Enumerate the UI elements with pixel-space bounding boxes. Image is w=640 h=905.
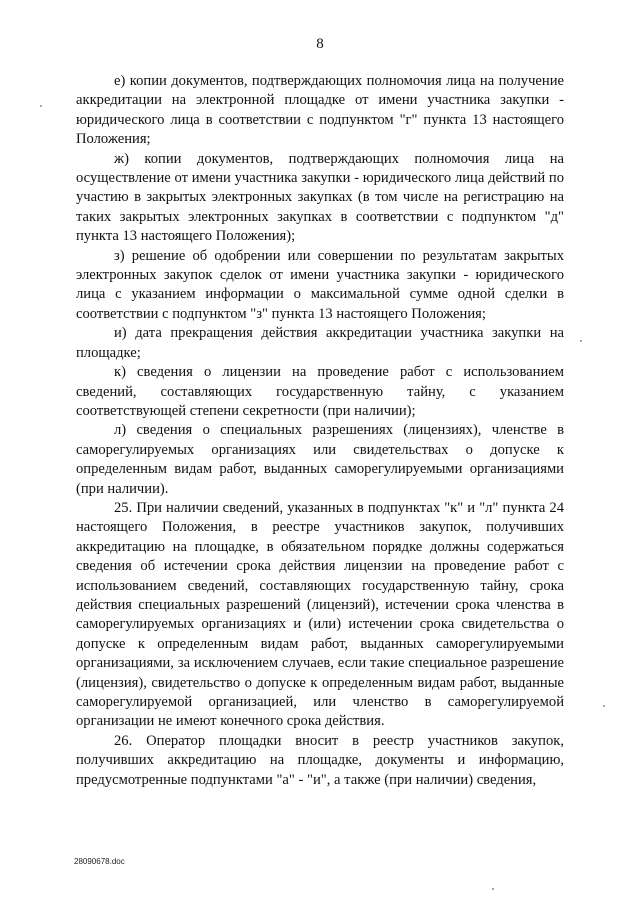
paragraph-i: и) дата прекращения действия аккредитации участника закупки на площадке; <box>76 325 564 361</box>
footer-filename: 28090678.doc <box>74 857 125 866</box>
paragraph-25: 25. При наличии сведений, указанных в подпунктах "к" и "л" пункта 24 настоящего Положения, в реестре участников закупок, получивших аккредитацию на площадке, в обязательном порядке должны содержаться сведения об истечении срока действия лицензии на проведение работ с использованием сведений, составляющих государственную тайну, срока действия специальных разрешений (лицензий), истечении срока членства в саморегулируемых организациях и (или) истечении срока свидетельства о допуске к определенным видам работ, выданных саморегулируемыми организациями, за исключением случаев, если такие специальное разрешение (лицензия), свидетельство о допуске к определенным видам работ, выданные саморегулируемой организацией, или членство в саморегулируемой организации не имеют конечного срока действия. <box>76 499 564 730</box>
paragraph-zh: ж) копии документов, подтверждающих полномочия лица на осуществление от имени участника закупки - юридического лица действий по участию в закрытых электронных закупках (в том числе на регистрацию на таких закрытых электронных закупках в соответствии с подпунктом "д" пункта 13 настоящего Положения); <box>76 150 564 245</box>
paragraph-l: л) сведения о специальных разрешениях (лицензиях), членстве в саморегулируемых организациях или свидетельствах о допуске к определенным видам работ, выданных саморегулируемыми организациями (при наличии). <box>76 422 564 497</box>
scan-speck <box>492 888 494 890</box>
page-number: 8 <box>316 36 324 52</box>
paragraph-k: к) сведения о лицензии на проведение работ с использованием сведений, составляющих государственную тайну, с указанием соответствующей степени секретности (при наличии); <box>76 364 564 419</box>
scan-speck <box>603 705 605 707</box>
paragraph-26: 26. Оператор площадки вносит в реестр участников закупок, получивших аккредитацию на площадке, документы и информацию, предусмотренные подпунктами "а" - "и", а также (при наличии) сведения, <box>76 732 564 788</box>
scan-speck <box>40 105 42 107</box>
paragraph-e: е) копии документов, подтверждающих полномочия лица на получение аккредитации на электронной площадке от имени участника закупки - юридического лица в соответствии с подпунктом "г" пункта 13 настоящего Положения; <box>76 73 564 148</box>
document-body <box>76 72 564 790</box>
scan-speck <box>580 340 582 342</box>
paragraph-z: з) решение об одобрении или совершении по результатам закрытых электронных закупок сделок от имени участника закупки - юридического лица с указанием информации о максимальной сумме одной сделки в соответствии с подпунктом "з" пункта 13 настоящего Положения; <box>76 247 564 322</box>
